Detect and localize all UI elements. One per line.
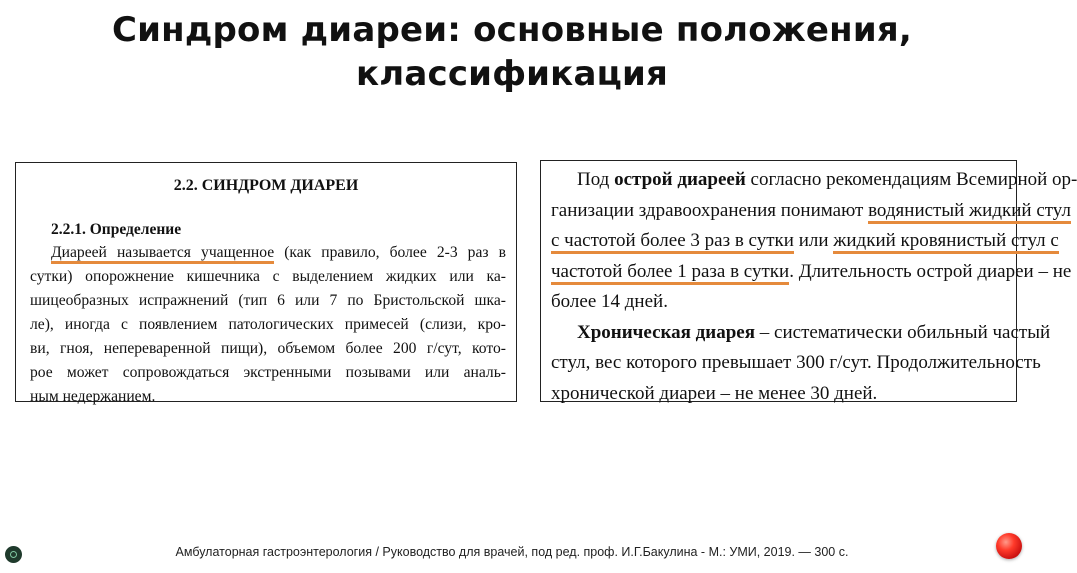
underlined-definition-term: Диареей называется учащенное (51, 244, 274, 264)
underlined-frequency-1: частотой более 1 раза в сутки (551, 261, 789, 285)
right-text-line: стул, вес которого превышает 300 г/сут. Продолжительность (551, 352, 1041, 373)
left-text-fragment: (как правило, более 2-3 раз в (274, 244, 506, 261)
record-button-icon[interactable] (996, 533, 1022, 559)
right-text-line: с частотой более 3 раз в сутки или жидкий кровянистый стул с (551, 226, 1007, 257)
underlined-bloody-stool: жидкий кровянистый стул с (833, 230, 1059, 254)
slide-title-line1: Синдром диареи: основные положения, (111, 10, 912, 50)
slide-footer-citation: Амбулаторная гастроэнтерология / Руководство для врачей, под ред. проф. И.Г.Бакулина - М.: УМИ, 2019. — 300 с. (175, 545, 849, 559)
right-text-line: хронической диареи – не менее 30 дней. (551, 382, 878, 404)
left-text-line: сутки) опорожнение кишечника с выделением жидких или ка- (30, 268, 506, 285)
acute-diarrhea-term: острой диареей (614, 169, 746, 190)
right-text-line: Под острой диареей согласно рекомендациям Всемирной ор- (577, 169, 1077, 190)
chronic-diarrhea-term: Хроническая диарея (577, 321, 756, 343)
app-logo-icon[interactable] (5, 546, 22, 563)
right-text-line: Хроническая диарея – систематически обильный частый (577, 321, 1051, 343)
left-text-line: шицеобразных испражнений (тип 6 или 7 по Бристольской шка- (30, 292, 506, 309)
right-text-body (551, 165, 1077, 409)
right-text-box (540, 160, 1077, 404)
underlined-frequency-3: с частотой более 3 раз в сутки (551, 230, 794, 254)
right-text-line: более 14 дней. (551, 291, 668, 312)
right-text-line: ганизации здравоохранения понимают водянистый жидкий стул (551, 196, 1007, 227)
left-section-heading: 2.2. СИНДРОМ ДИАРЕИ (173, 177, 359, 194)
left-text-line: ным недержанием. (30, 388, 156, 405)
left-text-line: ви, гноя, непереваренной пищи), объемом более 200 г/сут, кото- (30, 340, 506, 357)
left-text-line (30, 241, 506, 265)
slide-title (0, 8, 1024, 96)
left-definition-subheading: 2.2.1. Определение (51, 221, 182, 238)
slide-title-line2: классификация (355, 54, 669, 94)
left-text-box (15, 162, 517, 405)
left-text-line: ле), иногда с появлением патологических примесей (слизи, кро- (30, 316, 506, 333)
left-text-line: рое может сопровождаться экстренными позывами или аналь- (30, 364, 506, 381)
right-text-line: частотой более 1 раза в сутки. Длительность острой диареи – не (551, 257, 1007, 288)
underlined-watery-stool: водянистый жидкий стул (868, 200, 1071, 224)
left-definition-text (30, 241, 506, 409)
